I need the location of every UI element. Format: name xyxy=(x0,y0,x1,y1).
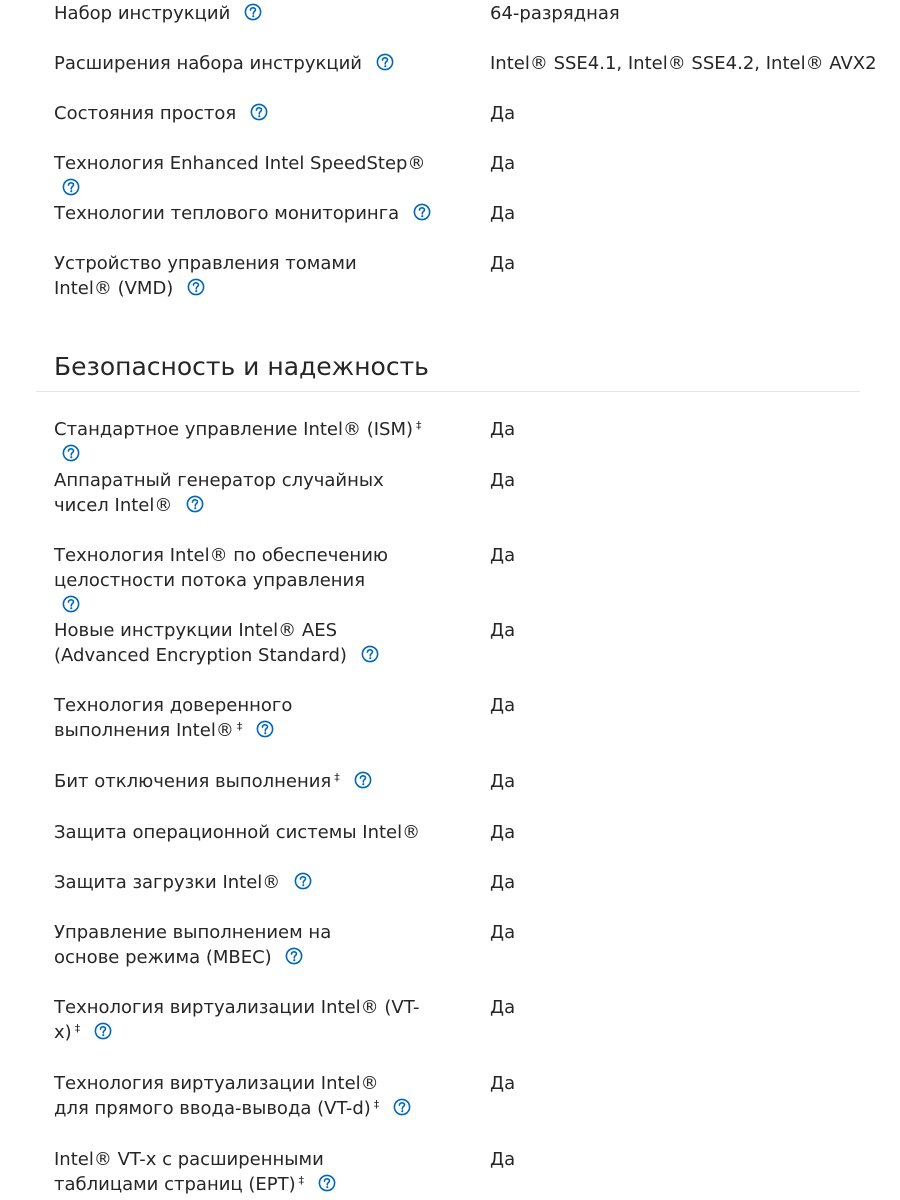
question-circle-icon[interactable] xyxy=(285,947,303,965)
question-circle-icon[interactable] xyxy=(94,1022,112,1040)
spec-label xyxy=(54,1,449,26)
spec-label-text: Intel® VT-x с расширенными таблицами страниц (EPT) xyxy=(54,1149,324,1195)
spec-label-text: Расширения набора инструкций xyxy=(54,53,363,74)
spec-value: Да xyxy=(490,695,516,716)
spec-value: Да xyxy=(490,1149,516,1170)
spec-label xyxy=(54,693,414,743)
spec-value: Да xyxy=(490,470,516,491)
spec-label-text: Набор инструкций xyxy=(54,3,231,24)
spec-value: Да xyxy=(490,545,516,566)
spec-label-text: Технология Intel® по обеспечению целостности потока управления xyxy=(54,545,389,591)
spec-value: Да xyxy=(490,997,516,1018)
spec-label-text: Стандартное управление Intel® (ISM) xyxy=(54,419,414,440)
spec-value: Да xyxy=(490,203,516,224)
spec-label-text: Аппаратный генератор случайных чисел Intel® xyxy=(54,470,384,516)
spec-label xyxy=(54,1147,429,1197)
dagger-mark: ‡ xyxy=(298,1174,305,1187)
spec-label-text: Технология Enhanced Intel SpeedStep® xyxy=(54,153,426,174)
section-title-security: Безопасность и надежность xyxy=(54,352,429,381)
question-circle-icon[interactable] xyxy=(376,53,394,71)
question-circle-icon[interactable] xyxy=(318,1174,336,1192)
spec-label-text: Защита загрузки Intel® xyxy=(54,872,281,893)
dagger-mark: ‡ xyxy=(416,419,422,432)
spec-value: Да xyxy=(490,822,516,843)
spec-value: Да xyxy=(490,1073,516,1094)
spec-label xyxy=(54,151,449,201)
spec-label xyxy=(54,201,449,226)
section-divider xyxy=(36,391,860,392)
question-circle-icon[interactable] xyxy=(354,771,372,789)
spec-value: Intel® SSE4.1, Intel® SSE4.2, Intel® AVX2 xyxy=(490,53,877,74)
spec-label-text: Новые инструкции Intel® AES (Advanced Encryption Standard) xyxy=(54,620,347,666)
spec-label xyxy=(54,1071,414,1121)
question-circle-icon[interactable] xyxy=(62,595,80,613)
dagger-mark: ‡ xyxy=(373,1098,380,1111)
dagger-mark: ‡ xyxy=(74,1022,81,1035)
spec-label-text: Защита операционной системы Intel® xyxy=(54,822,421,843)
spec-value: Да xyxy=(490,771,516,792)
spec-label xyxy=(54,468,439,518)
spec-value: Да xyxy=(490,419,516,440)
spec-label-text: Управление выполнением на основе режима (MBEC) xyxy=(54,922,332,968)
spec-value: Да xyxy=(490,253,516,274)
question-circle-icon[interactable] xyxy=(62,444,80,462)
spec-label xyxy=(54,251,404,301)
spec-value: Да xyxy=(490,872,516,893)
dagger-mark: ‡ xyxy=(236,720,243,733)
spec-label xyxy=(54,543,394,618)
spec-value: 64-разрядная xyxy=(490,3,620,24)
spec-label xyxy=(54,417,449,467)
spec-label xyxy=(54,870,449,895)
question-circle-icon[interactable] xyxy=(413,203,431,221)
spec-value: Да xyxy=(490,103,516,124)
spec-label xyxy=(54,920,399,970)
spec-label xyxy=(54,101,449,126)
question-circle-icon[interactable] xyxy=(250,103,268,121)
question-circle-icon[interactable] xyxy=(187,278,205,296)
spec-label-text: Устройство управления томами Intel® (VMD) xyxy=(54,253,357,299)
question-circle-icon[interactable] xyxy=(294,872,312,890)
spec-label xyxy=(54,820,449,845)
spec-value: Да xyxy=(490,922,516,943)
spec-label-text: Технология виртуализации Intel® (VT-x) xyxy=(54,997,420,1043)
question-circle-icon[interactable] xyxy=(62,178,80,196)
spec-label xyxy=(54,51,449,76)
question-circle-icon[interactable] xyxy=(256,720,274,738)
question-circle-icon[interactable] xyxy=(186,495,204,513)
spec-label xyxy=(54,618,434,668)
spec-label xyxy=(54,995,439,1045)
spec-label-text: Бит отключения выполнения xyxy=(54,771,332,792)
spec-value: Да xyxy=(490,153,516,174)
spec-label-text: Технология виртуализации Intel® для прямого ввода-вывода (VT-d) xyxy=(54,1073,379,1119)
spec-label-text: Состояния простоя xyxy=(54,103,237,124)
question-circle-icon[interactable] xyxy=(361,645,379,663)
question-circle-icon[interactable] xyxy=(244,3,262,21)
spec-label xyxy=(54,769,449,794)
question-circle-icon[interactable] xyxy=(393,1098,411,1116)
spec-label-text: Технология доверенного выполнения Intel® xyxy=(54,695,293,741)
spec-label-text: Технологии теплового мониторинга xyxy=(54,203,400,224)
dagger-mark: ‡ xyxy=(334,771,340,784)
spec-value: Да xyxy=(490,620,516,641)
